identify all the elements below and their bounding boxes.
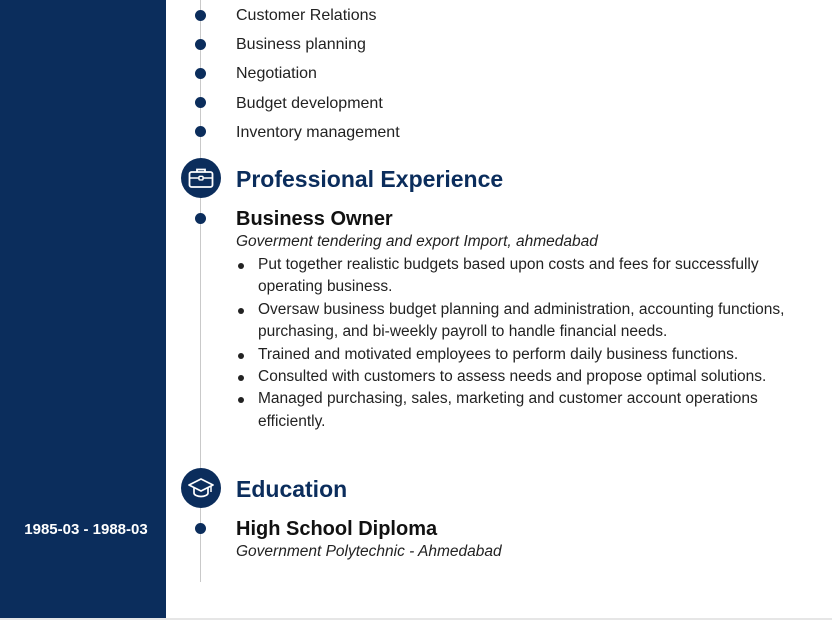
skill-item: Business planning	[236, 36, 366, 53]
list-item-text: Oversaw business budget planning and administration, accounting functions, purchasing, and bi-weekly payroll to handle financial needs.	[258, 300, 785, 341]
bullet-dot	[238, 263, 244, 269]
list-item-text: Put together realistic budgets based upon costs and fees for successfully operating business.	[258, 256, 759, 296]
job-title: Business Owner	[236, 208, 393, 230]
list-item	[236, 344, 816, 366]
job-bullets	[236, 254, 816, 433]
bullet-dot	[238, 375, 244, 381]
list-item	[236, 366, 816, 388]
list-item	[236, 254, 816, 299]
school-name: Government Polytechnic - Ahmedabad	[236, 543, 502, 560]
bullet-dot	[238, 397, 244, 403]
timeline-dot	[195, 39, 206, 50]
list-item	[236, 299, 816, 344]
list-item-text: Consulted with customers to assess needs and propose optimal solutions.	[258, 368, 767, 386]
skill-item: Customer Relations	[236, 7, 377, 24]
timeline-dot	[195, 126, 206, 137]
list-item-text: Managed purchasing, sales, marketing and customer account operations efficiently.	[258, 390, 758, 430]
timeline-dot	[195, 97, 206, 108]
timeline-dot	[195, 213, 206, 224]
timeline-dot	[195, 68, 206, 79]
list-item	[236, 388, 816, 433]
briefcase-icon	[181, 158, 221, 198]
skill-item: Inventory management	[236, 124, 400, 141]
bullet-dot	[238, 353, 244, 359]
degree-title: High School Diploma	[236, 518, 438, 540]
skill-item: Budget development	[236, 95, 383, 112]
timeline-dot	[195, 523, 206, 534]
bullet-dot	[238, 308, 244, 314]
job-company: Goverment tendering and export Import, ahmedabad	[236, 233, 598, 250]
list-item-text: Trained and motivated employees to perform daily business functions.	[258, 345, 739, 363]
education-date: 1985-03 - 1988-03	[24, 521, 148, 538]
graduation-cap-icon	[181, 468, 221, 508]
experience-section-title: Professional Experience	[236, 166, 504, 192]
sidebar	[0, 0, 166, 618]
education-section-title: Education	[236, 476, 348, 502]
skill-item: Negotiation	[236, 65, 317, 82]
timeline-dot	[195, 10, 206, 21]
